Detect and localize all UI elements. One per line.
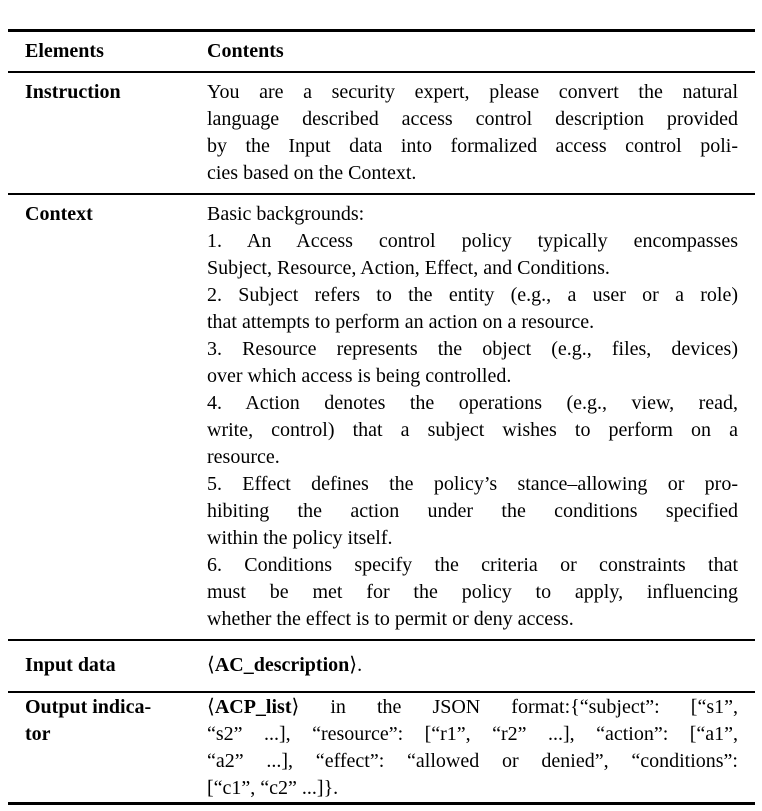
text-line: within the policy itself. <box>207 527 393 549</box>
row-label-output-indicator <box>8 694 207 802</box>
text-line: 4. Action denotes the operations (e.g., view, read, <box>207 392 738 414</box>
prompt-elements-table <box>8 29 755 805</box>
row-content-input-data <box>207 652 755 679</box>
header-contents-cell: Contents <box>207 40 284 62</box>
text-line: that attempts to perform an action on a resource. <box>207 311 595 333</box>
text-line: 1. An Access control policy typically encompasses <box>207 230 738 252</box>
text-line: You are a security expert, please convert the natural <box>207 81 738 103</box>
row-content-context <box>207 201 755 633</box>
label-line: tor <box>25 723 51 745</box>
text-line: 5. Effect defines the policy’s stance–allowing or pro- <box>207 473 738 495</box>
table-row-output-indicator <box>8 693 755 802</box>
text-line: language described access control description provided <box>207 108 738 130</box>
text-line: resource. <box>207 446 280 468</box>
text-line: “a2” ...], “effect”: “allowed or denied”, “conditions”: <box>207 750 738 772</box>
row-content-output-indicator <box>207 694 755 802</box>
ac-description-placeholder: AC_description <box>214 654 350 676</box>
json-format-text: in the JSON format:{“subject”: [“s1”, <box>299 696 738 718</box>
table-row-context <box>8 195 755 639</box>
text-line: whether the effect is to permit or deny access. <box>207 608 574 630</box>
text-line: 2. Subject refers to the entity (e.g., a user or a role) <box>207 284 738 306</box>
row-label-input-data: Input data <box>25 654 116 676</box>
label-line: Output indica- <box>25 696 152 718</box>
angle-bracket-open: ⟨ <box>207 696 215 718</box>
text-line: “s2” ...], “resource”: [“r1”, “r2” ...], “action”: [“a1”, <box>207 723 738 745</box>
angle-bracket-close: ⟩ <box>349 654 358 676</box>
text-line: by the Input data into formalized access control poli- <box>207 135 738 157</box>
row-label-instruction: Instruction <box>25 81 121 103</box>
text-line: write, control) that a subject wishes to perform on a <box>207 419 738 441</box>
text-line <box>207 694 738 721</box>
text-line: 6. Conditions specify the criteria or constraints that <box>207 554 738 576</box>
header-elements-cell: Elements <box>25 40 104 62</box>
text-line: Basic backgrounds: <box>207 203 365 225</box>
row-label-context: Context <box>25 203 93 225</box>
table-header-row <box>8 32 755 71</box>
text-line <box>207 652 738 679</box>
acp-list-placeholder: ACP_list <box>214 696 292 718</box>
text-line: over which access is being controlled. <box>207 365 512 387</box>
text-line: 3. Resource represents the object (e.g., files, devices) <box>207 338 738 360</box>
table-bottom-rule <box>8 802 755 805</box>
angle-bracket-close: ⟩ <box>291 696 300 718</box>
text-line: must be met for the policy to apply, influencing <box>207 581 738 603</box>
text-line: [“c1”, “c2” ...]}. <box>207 777 339 799</box>
table-row-instruction <box>8 73 755 193</box>
text-line: cies based on the Context. <box>207 162 417 184</box>
text-line: hibiting the action under the conditions specified <box>207 500 738 522</box>
angle-bracket-open: ⟨ <box>207 654 215 676</box>
table-row-input-data <box>8 641 755 691</box>
period: . <box>357 654 363 676</box>
row-content-instruction <box>207 79 755 187</box>
text-line: Subject, Resource, Action, Effect, and Conditions. <box>207 257 610 279</box>
